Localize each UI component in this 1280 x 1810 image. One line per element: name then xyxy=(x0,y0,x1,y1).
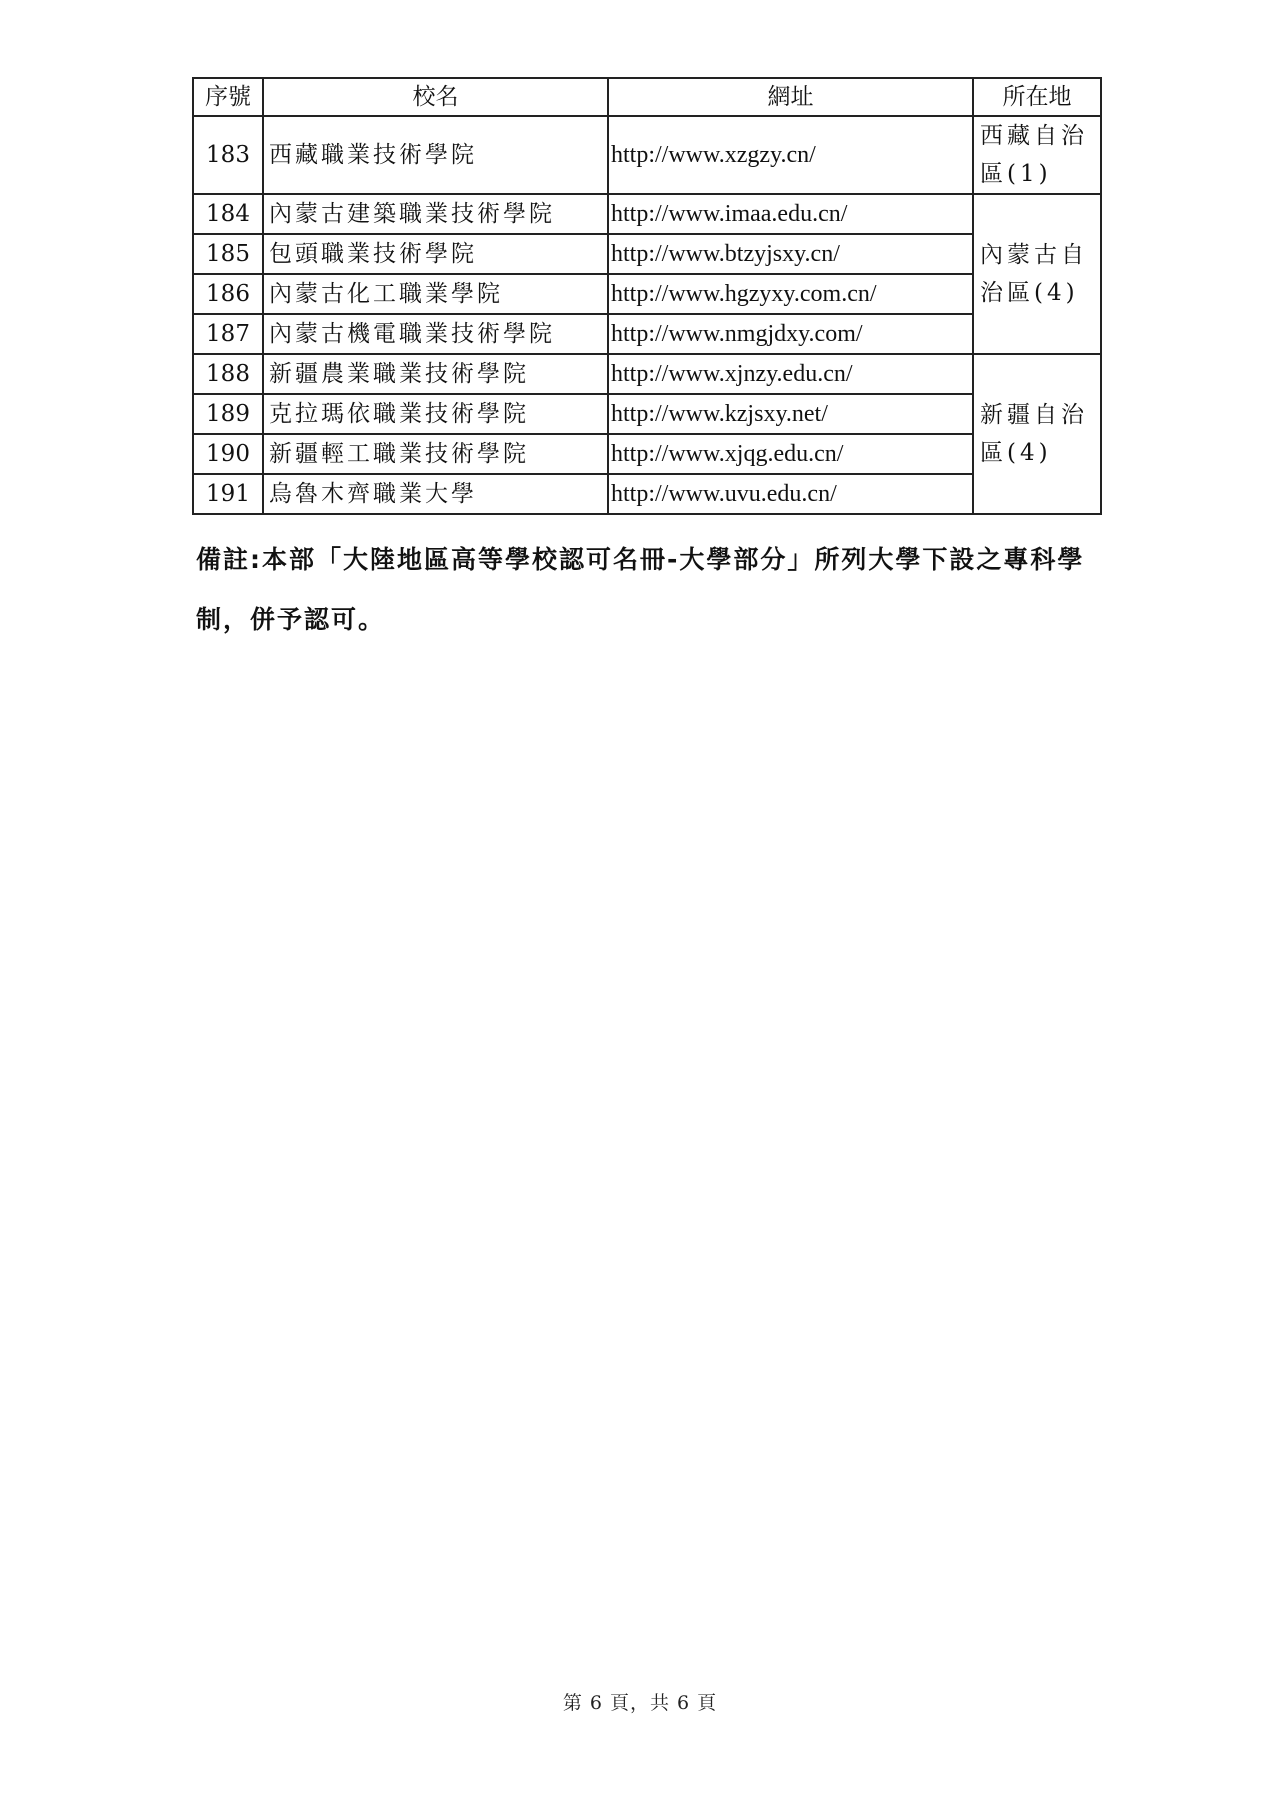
school-url: http://www.xjnzy.edu.cn/ xyxy=(608,354,973,394)
school-url: http://www.uvu.edu.cn/ xyxy=(608,474,973,514)
table-row xyxy=(193,194,1101,234)
remark-note: 備註:本部「大陸地區高等學校認可名冊-大學部分」所列大學下設之專科學制，併予認可。 xyxy=(196,545,1085,634)
school-name: 內蒙古建築職業技術學院 xyxy=(263,194,608,234)
row-number: 191 xyxy=(193,474,263,514)
row-number: 187 xyxy=(193,314,263,354)
header-name: 校名 xyxy=(263,78,608,116)
header-num: 序號 xyxy=(193,78,263,116)
table-row xyxy=(193,434,1101,474)
region-cell: 西藏自治區(1) xyxy=(973,116,1101,194)
school-url: http://www.hgzyxy.com.cn/ xyxy=(608,274,973,314)
row-number: 186 xyxy=(193,274,263,314)
school-url: http://www.xjqg.edu.cn/ xyxy=(608,434,973,474)
region-cell: 新疆自治區(4) xyxy=(973,354,1101,514)
school-url: http://www.kzjsxy.net/ xyxy=(608,394,973,434)
school-name: 新疆農業職業技術學院 xyxy=(263,354,608,394)
region-cell: 內蒙古自治區(4) xyxy=(973,194,1101,354)
school-url: http://www.nmgjdxy.com/ xyxy=(608,314,973,354)
row-number: 184 xyxy=(193,194,263,234)
page-footer: 第 6 頁，共 6 頁 xyxy=(562,1692,718,1714)
table-row xyxy=(193,314,1101,354)
table-row xyxy=(193,394,1101,434)
school-url: http://www.btzyjsxy.cn/ xyxy=(608,234,973,274)
table-row xyxy=(193,474,1101,514)
school-name: 新疆輕工職業技術學院 xyxy=(263,434,608,474)
school-name: 內蒙古機電職業技術學院 xyxy=(263,314,608,354)
school-name: 包頭職業技術學院 xyxy=(263,234,608,274)
table-row xyxy=(193,116,1101,194)
table-row xyxy=(193,234,1101,274)
header-region: 所在地 xyxy=(973,78,1101,116)
row-number: 188 xyxy=(193,354,263,394)
school-name: 烏魯木齊職業大學 xyxy=(263,474,608,514)
row-number: 189 xyxy=(193,394,263,434)
table-row xyxy=(193,354,1101,394)
table-row xyxy=(193,274,1101,314)
row-number: 183 xyxy=(193,116,263,194)
schools-table xyxy=(192,77,1102,515)
school-name: 內蒙古化工職業學院 xyxy=(263,274,608,314)
row-number: 185 xyxy=(193,234,263,274)
school-url: http://www.imaa.edu.cn/ xyxy=(608,194,973,234)
header-url: 網址 xyxy=(608,78,973,116)
school-name: 克拉瑪依職業技術學院 xyxy=(263,394,608,434)
row-number: 190 xyxy=(193,434,263,474)
school-name: 西藏職業技術學院 xyxy=(263,116,608,194)
school-url: http://www.xzgzy.cn/ xyxy=(608,116,973,194)
table-header-row xyxy=(193,78,1101,116)
